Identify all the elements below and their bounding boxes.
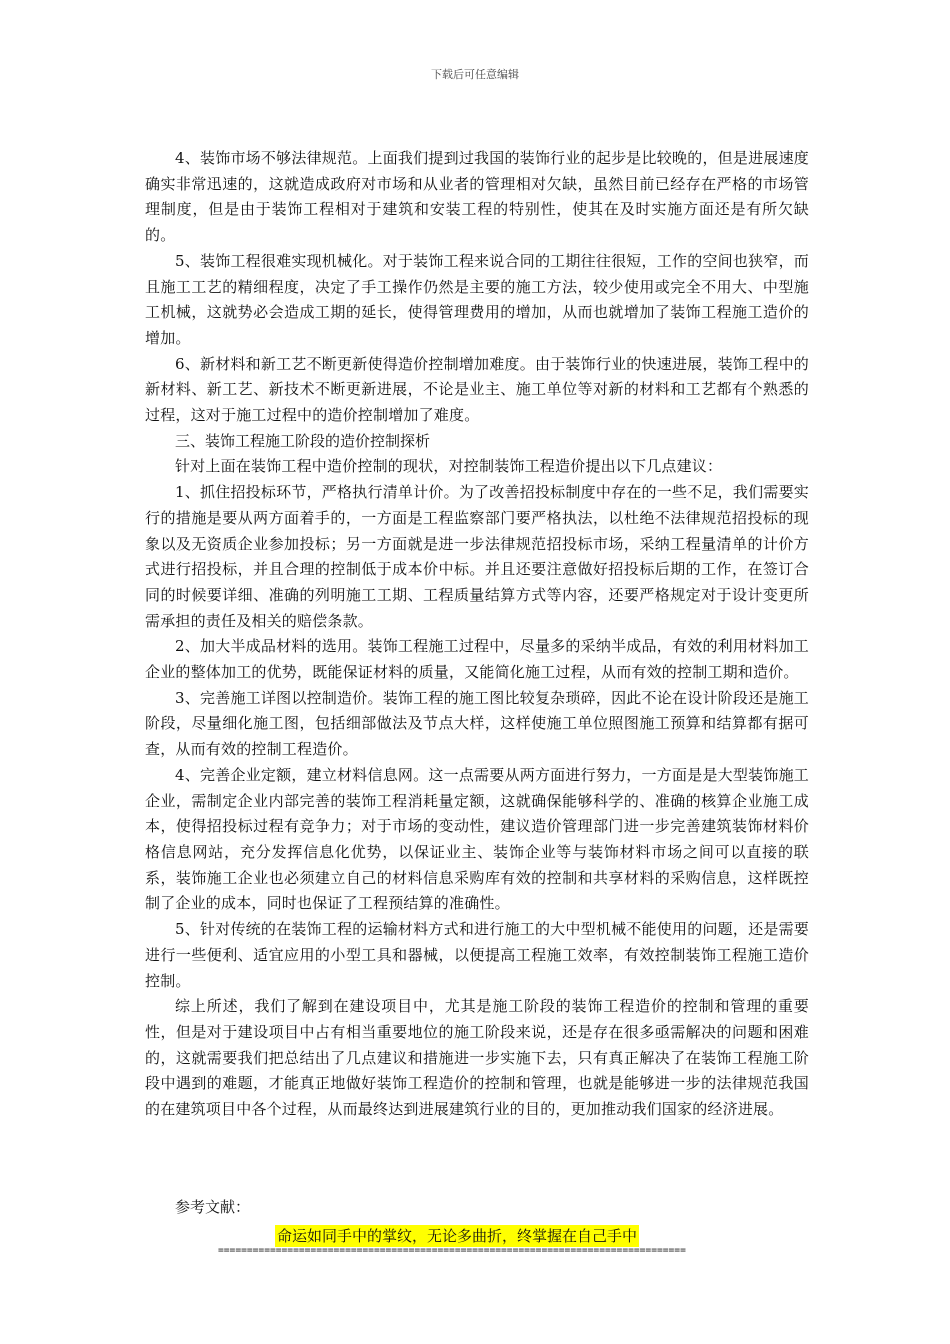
- paragraph-small-tools: 5、针对传统的在装饰工程的运输材料方式和进行施工的大中型机械不能使用的问题，还是需要进行一些便利、适宜应用的小型工具和器械，以便提高工程施工效率，有效控制装饰工程施工造价控制。: [145, 920, 809, 990]
- paragraph-bidding: 1、抓住招投标环节，严格执行清单计价。为了改善招投标制度中存在的一些不足，我们需要实行的措施是要从两方面着手的，一方面是工程监察部门要严格执法，以杜绝不法律规范招投标的现象以及无资质企业参加投标；另一方面就是进一步法律规范招投标市场，采纳工程量清单的计价方式进行招投标，并且合理的控制低于成本价中标。并且还要注意做好招投标后期的工作，在签订合同的时候要详细、准确的列明施工工期、工程质量结算方式等内容，还要严格规定对于设计变更所需承担的责任及相关的赔偿条款。: [145, 483, 809, 630]
- paragraph-mechanization: 5、装饰工程很难实现机械化。对于装饰工程来说合同的工期往往很短，工作的空间也狭窄，而且施工工艺的精细程度，决定了手工操作仍然是主要的施工方法，较少使用或完全不用大、中型施工机械，这就势必会造成工期的延长，使得管理费用的增加，从而也就增加了装饰工程施工造价的增加。: [145, 251, 809, 347]
- page-header: 下载后可任意编辑: [431, 68, 519, 81]
- paragraph-conclusion: 综上所述，我们了解到在建设项目中，尤其是施工阶段的装饰工程造价的控制和管理的重要性，但是对于建设项目中占有相当重要地位的施工阶段来说，还是存在很多亟需解决的问题和困难的，这就需要我们把总结出了几点建议和措施进一步实施下去，只有真正解决了在装饰工程施工阶段中遇到的难题，才能真正地做好装饰工程造价的控制和管理，也就是能够进一步的法律规范我国的在建筑项目中各个过程，从而最终达到进展建筑行业的目的，更加推动我们国家的经济进展。: [145, 997, 809, 1119]
- references-label: 参考文献：: [175, 1198, 251, 1216]
- paragraph-market-regulation: 4、装饰市场不够法律规范。上面我们提到过我国的装饰行业的起步是比较晚的，但是进展速度确实非常迅速的，这就造成政府对市场和从业者的管理相对欠缺，虽然目前已经存在严格的市场管理制度，但是由于装饰工程相对于建筑和安装工程的特别性，使其在及时实施方面还是有所欠缺的。: [145, 149, 809, 245]
- motto-banner: 命运如同手中的掌纹，无论多曲折，终掌握在自己手中: [277, 1227, 638, 1245]
- paragraph-semi-finished: 2、加大半成品材料的选用。装饰工程施工过程中，尽量多的采纳半成品，有效的利用材料加工企业的整体加工的优势，既能保证材料的质量，又能简化施工过程，从而有效的控制工期和造价。: [145, 637, 809, 682]
- paragraph-new-materials: 6、新材料和新工艺不断更新使得造价控制增加难度。由于装饰行业的快速进展，装饰工程中的新材料、新工艺、新技术不断更新进展，不论是业主、施工单位等对新的材料和工艺都有个熟悉的过程，这对于施工过程中的造价控制增加了难度。: [145, 354, 809, 425]
- document-body: [145, 146, 809, 1123]
- paragraph-detailed-drawings: 3、完善施工详图以控制造价。装饰工程的施工图比较复杂琐碎，因此不论在设计阶段还是施工阶段，尽量细化施工图，包括细部做法及节点大样，这样使施工单位照图施工预算和结算都有据可查，从而有效的控制工程造价。: [145, 688, 809, 759]
- paragraph-enterprise-quota: 4、完善企业定额，建立材料信息网。这一点需要从两方面进行努力，一方面是是大型装饰施工企业，需制定企业内部完善的装饰工程消耗量定额，这就确保能够科学的、准确的核算企业施工成本，使得招投标过程有竞争力；对于市场的变动性，建议造价管理部门进一步完善建筑装饰材料价格信息网站，充分发挥信息化优势，以保证业主、装饰企业等与装饰材料市场之间可以直接的联系，装饰施工企业也必须建立自己的材料信息采购库有效的控制和共享材料的采购信息，这样既控制了企业的成本，同时也保证了工程预结算的准确性。: [145, 765, 809, 913]
- section-heading: 三、装饰工程施工阶段的造价控制探析: [175, 431, 431, 450]
- separator-rule: =================================================================================: [218, 1245, 686, 1256]
- paragraph-intro-suggestions: 针对上面在装饰工程中造价控制的现状，对控制装饰工程造价提出以下几点建议：: [175, 457, 723, 476]
